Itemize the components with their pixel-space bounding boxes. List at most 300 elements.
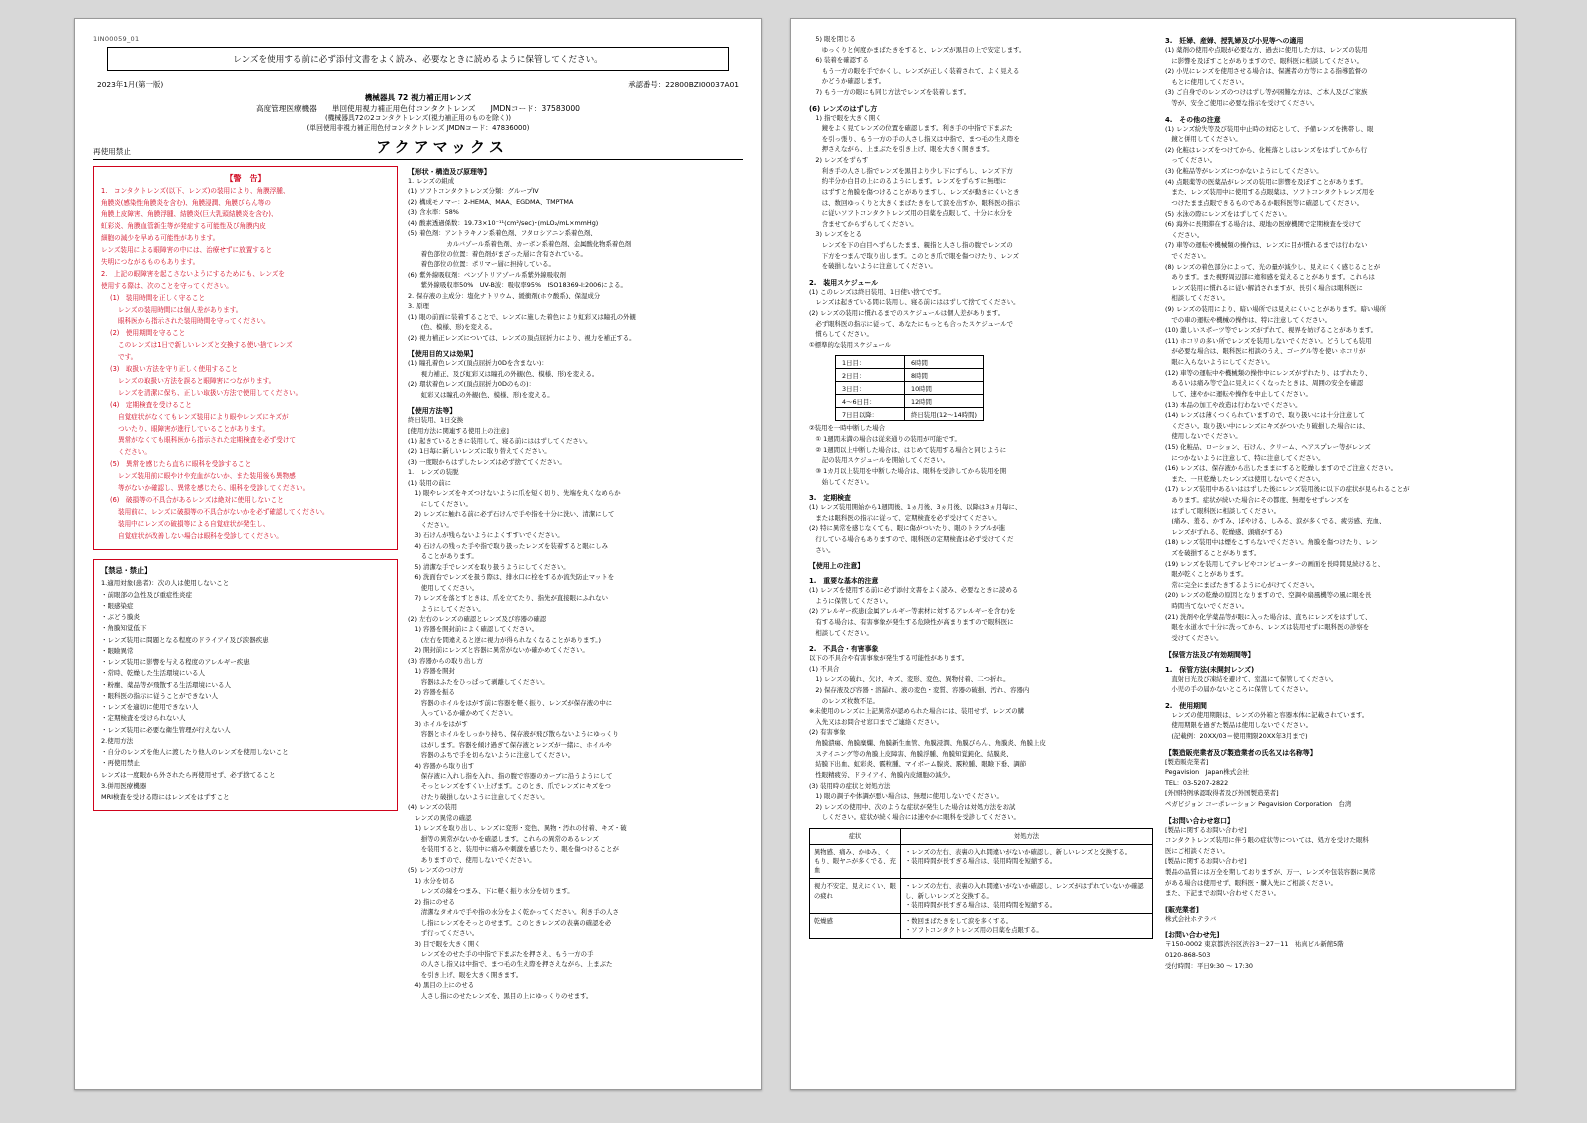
table-cell: 7日目以降： — [836, 408, 905, 421]
table-cell: 6時間 — [905, 356, 984, 369]
paragraph: 必ず眼科医の指示に従って、あなたにもっとも合ったスケジュールで — [809, 319, 1013, 328]
device-class-line1: 機械器具 72 視力補正用レンズ — [364, 93, 472, 102]
paragraph: (13) 本品の加工や改造は行わないでください。 — [1165, 400, 1302, 409]
paragraph: が必要な場合は、眼科医に相談のうえ、ゴーグル等を使い ホコリが — [1165, 347, 1366, 356]
table-cell: ・レンズの左右、表裏の入れ間違いがないか確認し、レンズがはずれていないか確認し、新しいレンズと交換する。 ・装用時間が長すぎる場合は、装用時間を短縮する。 — [901, 879, 1153, 913]
section — [809, 424, 1153, 487]
paragraph: (4) レンズの装用 — [408, 803, 458, 812]
paragraph: ・常時、乾燥した生活環境にいる人 — [101, 669, 205, 678]
section-heading: 3. 妊婦、産婦、授乳婦及び小児等への適用 — [1165, 37, 1304, 45]
paragraph: 2. 上記の眼障害を起こさないようにするためにも、レンズを — [101, 269, 285, 278]
paragraph: (3) 装用時の症状と対処方法 — [809, 781, 891, 790]
paragraph: 押さえながら、上まぶたを引き上げ、眼を大きく開きます。 — [809, 145, 994, 154]
table-cell: 異物感、痛み、かゆみ、くもり、眼ヤニが多くでる、充血 — [810, 845, 901, 879]
paragraph: ・前眼部の急性及び重症性炎症 — [101, 590, 192, 599]
section-heading: 2. 不具合・有害事象 — [809, 645, 879, 654]
paragraph: 紫外線吸収率50% UV-B波：吸収率95% ISO18369-I:2006による。 — [408, 281, 627, 290]
paragraph: ステイニング等の角膜上皮障害、角膜浮腫、角膜知覚鈍化、結膜炎、 — [809, 749, 1013, 758]
paragraph: 4) 黒目の上にのせる — [408, 981, 475, 990]
warning-heading: 【警 告】 — [225, 173, 266, 183]
section — [1165, 35, 1497, 109]
paragraph: 角膜上皮障害、角膜浮腫、結膜炎(巨大乳頭結膜炎を含む)、 — [101, 210, 278, 219]
paragraph: あります。症状が続いた場合にその都度、無理をせずレンズを — [1165, 495, 1350, 504]
paragraph: (5) 水泳の際にレンズをはずしてください。 — [1165, 209, 1291, 218]
paragraph: (6) 紫外線吸収剤：ベンゾトリアゾール系紫外線吸収剤 — [408, 270, 566, 279]
paragraph: (3) 化粧品等がレンズにつかないようにしてください。 — [1165, 167, 1323, 176]
paragraph: での車の運転や機械の操作は、特に注意してください。 — [1165, 315, 1332, 324]
paragraph: レンズをのせた手の中指で下まぶたを押さえ、もう一方の手 — [408, 949, 594, 958]
paragraph: ③ 1カ月以上装用を中断した場合は、眼科を受診してから装用を開 — [809, 466, 1007, 475]
section-heading: 2. 使用期間 — [1165, 701, 1207, 710]
paragraph: がある場合は使用せず、眼科医・購入先にご相談ください。 — [1165, 878, 1338, 887]
table-row — [810, 879, 1153, 913]
paragraph: また、一旦乾燥したレンズは使用しないでください。 — [1165, 474, 1325, 483]
paragraph: (1) このレンズは終日装用、1日使い捨てです。 — [809, 287, 945, 296]
paragraph: 5) 清潔な手でレンズを取り扱うようにしてください。 — [408, 562, 570, 571]
paragraph: 終日装用、1日交換 — [408, 416, 464, 425]
table-row — [836, 369, 984, 382]
paragraph: レンズ装用に慣れるに従い解消されますが、長引く場合は眼科医に — [1165, 283, 1363, 292]
table-header-cell: 症状 — [810, 828, 901, 844]
paragraph: 眼科医から指示された装用時間を守ってください。 — [118, 317, 270, 326]
paragraph: に従いソフトコンタクトレンズ用の目薬を点眼して、十分に水分を — [809, 209, 1013, 218]
table-row — [836, 356, 984, 369]
paragraph: (4) 酸素透過係数：19.73×10⁻¹¹(cm²/sec)･(mLO₂/mL×mmHg) — [408, 218, 599, 227]
paragraph: 7) もう一方の眼にも同じ方法でレンズを装着します。 — [809, 88, 971, 97]
paragraph: 有する場合は、有害事象が発生する危険性が高まりますので眼科医に — [809, 617, 1014, 626]
table-row — [836, 395, 984, 408]
paragraph: に影響を及ぼすことがありますので、眼科医に相談してください。 — [1165, 56, 1363, 65]
paragraph: 製品の品質には万全を期しておりますが、万一、レンズや包装容器に異常 — [1165, 868, 1376, 877]
paragraph: さい。 — [809, 545, 835, 554]
paragraph: (1) ソフトコンタクトレンズ分類：グループⅣ — [408, 187, 539, 196]
paragraph: かどうか確認します。 — [809, 77, 886, 86]
paragraph: (21) 洗剤や化学薬品等が眼に入った場合は、直ちにレンズをはずして、 — [1165, 612, 1372, 621]
paragraph: 1. コンタクトレンズ(以下、レンズ)の装用により、角膜浮腫、 — [101, 186, 290, 195]
section — [1165, 664, 1497, 695]
paragraph: レンズの異常の確認 — [408, 813, 472, 822]
issue-date: 2023年1月(第一版) — [97, 80, 164, 89]
leaflet-page-left — [74, 18, 762, 1090]
paragraph: 装用前に、レンズに破損等の不具合がないかを必ず確認してください。 — [118, 507, 329, 516]
paragraph: 1) 容器を開封 — [408, 667, 455, 676]
paragraph: 着色部位の位置：ポリマー層に担持している。 — [408, 260, 555, 269]
paragraph: 以下の不具合や有害事象が発生する可能性があります。 — [809, 654, 969, 663]
warning-box — [93, 166, 398, 551]
table-cell: 視力不安定、見えにくい、眼の疲れ — [810, 879, 901, 913]
paragraph: Pegavision Japan株式会社 — [1165, 768, 1249, 777]
paragraph: [製品に関するお問い合わせ] — [1165, 825, 1247, 834]
paragraph: (1) レンズ紛失等及び装用中止時の対応として、予備レンズを携帯し、眼 — [1165, 124, 1374, 133]
paragraph: 失明につながるものもあります。 — [101, 258, 200, 267]
section — [809, 103, 1153, 272]
table-cell: 10時間 — [905, 382, 984, 395]
paragraph: 角膜炎(感染性角膜炎を含む)、角膜浸潤、角膜びらん等の — [101, 198, 271, 207]
title-row — [93, 136, 743, 160]
paragraph: ① 1週間未満の場合は従来通りの装用が可能です。 — [809, 435, 961, 444]
paragraph: 2) 容器を振る — [408, 688, 455, 697]
paragraph: (19) レンズを装用してテレビやコンピューターの画面を長時間見続けると、 — [1165, 559, 1385, 568]
paragraph: ②装用を一時中断した場合 — [809, 424, 886, 433]
paragraph: は、数回ゆっくりと大きくまばたきをして涙を出すか、眼科医の指示 — [809, 198, 1020, 207]
paragraph: 角膜潰瘍、角膜糜爛、角膜新生血管、角膜浸潤、角膜びらん、角膜炎、角膜上皮 — [809, 739, 1046, 748]
paragraph: [使用方法に関連する使用上の注意] — [408, 426, 509, 435]
paragraph: です。 — [118, 353, 138, 362]
paragraph: 3.併用医療機器 — [101, 781, 147, 790]
paragraph: 記の装用スケジュールを開始してください。 — [809, 456, 950, 465]
paragraph: 含ませてからずらしてください。 — [809, 219, 918, 228]
right-page-column-a — [809, 35, 1153, 976]
paragraph: して、速やかに運転や操作を中止してください。 — [1165, 389, 1312, 398]
paragraph: 利き手の人さし指でレンズを黒目より少し下にずらし、レンズ下方 — [809, 166, 1013, 175]
paragraph: 2) レンズの使用中、次のような症状が発生した場合は対処方法をお試 — [809, 802, 1016, 811]
paragraph: 1) レンズを取り出し、レンズに変形・変色、異物・汚れの付着、キズ・破 — [408, 824, 627, 833]
paragraph: 性眼精疲労、ドライアイ、角膜内皮細胞の減少。 — [809, 770, 955, 779]
paragraph: を装用すると、装用中に痛みや刺激を感じたり、眼を傷つけることが — [408, 845, 619, 854]
paragraph: MRI検査を受ける際にはレンズをはずすこと — [101, 793, 230, 802]
section — [809, 643, 1153, 823]
section-heading: 1. 保管方法(未開封レンズ) — [1165, 665, 1255, 674]
section-heading: 【使用目的又は効果】 — [408, 350, 477, 359]
paragraph: し指にレンズをそっとのせます。このときレンズの表裏の確認を必 — [408, 918, 612, 927]
paragraph: [外国特例承認取得者及び外国製造業者] — [1165, 789, 1279, 798]
paragraph: ることがあります。 — [408, 552, 478, 561]
paragraph: 着色部位の位置：着色剤がまざった層に含有されている。 — [408, 249, 587, 258]
paragraph: (7) 車等の運転や機械類の操作は、レンズに目が慣れるまでは行わない — [1165, 241, 1368, 250]
paragraph: (2) 構成モノマー：2-HEMA、MAA、EGDMA、TMPTMA — [408, 197, 574, 206]
section-heading: 3. 定期検査 — [809, 494, 851, 503]
paragraph: (5) レンズのつけ方 — [408, 866, 464, 875]
paragraph: を破損しないように注意してください。 — [809, 262, 937, 271]
paragraph: (2) 視力補正レンズについては、レンズの頂点屈折力により、視力を補正する。 — [408, 333, 636, 342]
top-notice-box: レンズを使用する前に必ず添付文書をよく読み、必要なときに読めるように保管してください。 — [107, 47, 729, 71]
paragraph: (1) レンズを使用する前に必ず添付文書をよく読み、必要なときに読める — [809, 586, 1019, 595]
paragraph: しください。症状が続く場合には速やかに眼科を受診してください。 — [809, 813, 1020, 822]
table-cell: 3日目： — [836, 382, 905, 395]
paragraph: ② 1週間以上中断した場合は、はじめて装用する場合と同じように — [809, 445, 1007, 454]
paragraph: 2) レンズをずらす — [809, 156, 869, 165]
reuse-prohibited-label: 再使用禁止 — [93, 146, 131, 156]
paragraph: 入っているか確かめてください。 — [408, 709, 517, 718]
paragraph: ありますので、使用しないでください。 — [408, 855, 536, 864]
paragraph: [製造販売業者] — [1165, 757, 1209, 766]
table-row — [810, 913, 1153, 938]
paragraph: を引っ張り、もう一方の手の人さし指又は中指で、まつ毛の生え際を — [809, 134, 1020, 143]
paragraph: 自覚症状が改善しない場合は眼科を受診してください。 — [118, 531, 283, 540]
paragraph: にしてください。 — [408, 499, 472, 508]
paragraph: はずして眼科医に相談してください。 — [1165, 506, 1281, 515]
paragraph: (20) レンズの乾燥の原因となりますので、空調や扇風機等の風に眼を長 — [1165, 591, 1372, 600]
section — [809, 492, 1153, 555]
paragraph: 容器とホイルをしっかり持ち、保存液が飛び散らないようにゆっくり — [408, 730, 619, 739]
paragraph: 使用する際は、次のことを守ってください。 — [101, 281, 233, 290]
paragraph: (1) 薬剤の使用や点眼が必要な方、過去に使用した方は、レンズの装用 — [1165, 46, 1368, 54]
section-heading: 【形状・構造及び原理等】 — [408, 167, 491, 176]
paragraph: 4) 容器から取り出す — [408, 761, 475, 770]
section-heading: [販売業者] — [1165, 905, 1199, 914]
paragraph: につかないように注意して、特に注意してください。 — [1165, 453, 1325, 462]
section-heading: 【保管方法及び有効期間等】 — [1165, 650, 1255, 659]
table-cell: 12時間 — [905, 395, 984, 408]
paragraph: 2. 保存液の主成分：塩化ナトリウム、緩衝剤(ホウ酸系)、保湿成分 — [408, 291, 601, 300]
paragraph: (3) ご自身でのレンズのつけはずし等が困難な方は、ご本人及びご家族 — [1165, 88, 1368, 97]
paragraph: レンズは起きている間に装用し、寝る前にははずして捨ててください。 — [809, 298, 1020, 307]
paragraph: 使用期限を過ぎた製品は使用しないでください。 — [1165, 721, 1312, 730]
paragraph: 3) レンズをとる — [809, 230, 862, 239]
paragraph: 時間当てないでください。 — [1165, 602, 1249, 611]
paragraph: 受けてください。 — [1165, 633, 1223, 642]
paragraph: (1) 装用の前に — [408, 478, 452, 487]
section — [809, 35, 1153, 98]
table-cell: 乾燥感 — [810, 913, 901, 938]
section — [408, 166, 743, 344]
section — [1165, 929, 1497, 971]
paragraph: 3) ホイルをはがす — [408, 719, 468, 728]
paragraph: 鏡をよく見てレンズの位置を確認します。利き手の中指で下まぶた — [809, 124, 1013, 133]
paragraph: また、下記までお問い合わせください。 — [1165, 889, 1281, 898]
paragraph: 1.適用対象(患者)：次の人は使用しないこと — [101, 579, 230, 588]
table-row — [836, 382, 984, 395]
paragraph: 装用中にレンズの破損等による自覚症状が発生し、 — [118, 519, 270, 528]
paragraph: 入先又はお問合せ窓口までご連絡ください。 — [809, 717, 944, 726]
paragraph: (2) 化粧はレンズをつけてから、化粧落としはレンズをはずしてから行 — [1165, 145, 1368, 154]
paragraph: ず行ってください。 — [408, 929, 479, 938]
paragraph: 下方をつまんで取り出します。このとき爪で眼を傷つけたり、レンズ — [809, 251, 1020, 260]
table-cell: 終日装用(12～14時間) — [905, 408, 984, 421]
paragraph: (2) 有害事象 — [809, 728, 846, 737]
paragraph: [製品に関するお問い合わせ] — [1165, 857, 1247, 866]
paragraph: ください。 — [118, 448, 151, 457]
paragraph: ・レンズ装用に必要な衛生管理が行えない人 — [101, 725, 231, 734]
section — [809, 277, 1153, 351]
paragraph: のレンズ枚数不足。 — [809, 696, 879, 705]
paragraph: ・眼科医の指示に従うことができない人 — [101, 691, 218, 700]
paragraph: 眼が乾くことがあります。 — [1165, 570, 1248, 579]
paragraph: ・レンズ装用に問題となる程度のドライアイ及び涙器疾患 — [101, 635, 269, 644]
paragraph: (2) 小児にレンズを使用させる場合は、保護者の方等による指導監督の — [1165, 67, 1368, 76]
paragraph: ・粉塵、薬品等が飛散する生活環境にいる人 — [101, 680, 231, 689]
paragraph: けたり破損しないように注意してください。 — [408, 792, 549, 801]
paragraph: (10) 激しいスポーツ等でレンズがずれて、視界を妨げることがあります。 — [1165, 326, 1378, 335]
paragraph: 自覚症状がなくてもレンズ装用により眼やレンズにキズが — [118, 412, 289, 421]
paragraph: はずすと角膜を傷つけることがありますし、レンズが動きにくいとき — [809, 187, 1020, 196]
paragraph: もとに使用してください。 — [1165, 77, 1249, 86]
table-cell: ・レンズの左右、表裏の入れ間違いがないか確認し、新しいレンズと交換する。 ・装用時間が長すぎる場合は、装用時間を短縮する。 — [901, 845, 1153, 879]
paragraph: 3. 原理 — [408, 302, 429, 311]
paragraph: 1) 眼やレンズをキズつけないように爪を短く切り、先端を丸くなめらか — [408, 489, 621, 498]
paragraph: 受付時間：平日9:30 ～ 17:30 — [1165, 961, 1253, 970]
paragraph: (17) レンズ装用中あるいははずした後にレンズ装用後に以下の症状が見られることが — [1165, 485, 1410, 494]
paragraph: 容器のふちで手を切らないように注意してください。 — [408, 751, 575, 760]
paragraph: 1) レンズの破れ、欠け、キズ、変形、変色、異物付着、二つ折れ。 — [809, 675, 1010, 684]
leaflet-page-right — [790, 18, 1516, 1090]
paragraph: ①標準的な装用スケジュール — [809, 340, 892, 349]
section — [1165, 747, 1497, 810]
paragraph: ・再使用禁止 — [101, 759, 140, 768]
paragraph: でください。 — [1165, 251, 1210, 260]
paragraph: (2) 1日毎に新しいレンズに取り替えてください。 — [408, 447, 551, 456]
paragraph: 0120-868-503 — [1165, 951, 1211, 960]
paragraph: ように保管してください。 — [809, 596, 893, 605]
paragraph: ・レンズ装用に影響を与える程度のアレルギー疾患 — [101, 658, 250, 667]
contraindication-heading: 【禁忌・禁止】 — [101, 566, 152, 576]
paragraph: (1) 眼の前面に装着することで、レンズに施した着色により虹彩又は瞳孔の外観 — [408, 312, 636, 321]
paragraph: (2) レンズの装用に慣れるまでのスケジュールは個人差があります。 — [809, 309, 1005, 318]
paragraph: (2) 環状着色レンズ(頂点屈折力0Dのもの)： — [408, 380, 535, 389]
paragraph: レンズは一度眼から外されたら再使用せず、必ず捨てること — [101, 770, 276, 779]
paragraph: レンズを下の白目へずらしたまま、親指と人さし指の腹でレンズの — [809, 240, 1013, 249]
paragraph: ・自分のレンズを他人に渡したり他人のレンズを使用しないこと — [101, 748, 289, 757]
paragraph: (3) 容器からの取り出し方 — [408, 656, 483, 665]
paragraph: ・レンズを適切に使用できない人 — [101, 703, 199, 712]
paragraph: ・ぶどう膜炎 — [101, 613, 140, 622]
section — [408, 348, 743, 400]
paragraph: 6) 洗面台でレンズを扱う際は、排水口に栓をするか流失防止マットを — [408, 573, 615, 582]
paragraph: 株式会社ホテラバ — [1165, 914, 1217, 923]
paragraph: 人さし指にのせたレンズを、黒目の上にゆっくりのせます。 — [408, 991, 593, 1000]
paragraph: 1) 水分を切る — [408, 876, 455, 885]
paragraph: 鏡と併用してください。 — [1165, 135, 1242, 144]
table-cell: 4～6日目： — [836, 395, 905, 408]
section-heading: [お問い合わせ先] — [1165, 931, 1220, 940]
paragraph: 1) 眼の調子や体調が悪い場合は、無理に使用しないでください。 — [809, 792, 1003, 801]
paragraph: 異常がなくても眼科医から指示された定期検査を必ず受けて — [118, 436, 297, 445]
paragraph: (16) レンズは、保存液から出したままにすると乾燥しますのでご注意ください。 — [1165, 464, 1398, 473]
paragraph: ・眼感染症 — [101, 601, 134, 610]
paragraph: (記載例：20XX/03＝使用期限20XX年3月まで) — [1165, 731, 1308, 740]
paragraph: 2) 保存液及び容器・溶漏れ、液の変色・変質、容器の破損、汚れ、容器内 — [809, 686, 1030, 695]
device-class-line3: (機械器具72の2コンタクトレンズ(視力補正用のものを除く)) — [324, 114, 512, 122]
paragraph: 細胞の減少を早める可能性があります。 — [101, 234, 220, 243]
paragraph: (2) 左右のレンズの確認とレンズ及び容器の確認 — [408, 614, 547, 623]
paragraph: (14) レンズは薄くつくられていますので、取り扱いには十分注意して — [1165, 411, 1365, 420]
section — [809, 575, 1153, 638]
section-heading: 4. その他の注意 — [1165, 115, 1221, 124]
table-cell: 2日目： — [836, 369, 905, 382]
product-brand-name: アクアマックス — [376, 137, 508, 156]
paragraph: ・定期検査を受けられない人 — [101, 714, 186, 723]
paragraph: (1) レンズ装用開始から1週間後、1ヵ月後、3ヵ月後、以降は3ヵ月毎に、 — [809, 503, 1022, 512]
table-cell: ・数回まばたきをして涙を多くする。 ・ソフトコンタクトレンズ用の目薬を点眼する。 — [901, 913, 1153, 938]
paragraph: 直射日光及び凍結を避けて、室温にて保管してください。 — [1165, 674, 1338, 683]
paragraph: 容器はふたをひっぱって剥離してください。 — [408, 677, 549, 686]
paragraph: 使用してください。 — [408, 583, 479, 592]
paragraph: 約半分か白目の上にのるようにします。レンズをずらすに無理に — [809, 177, 1007, 186]
paragraph: 〒150-0002 東京都渋谷区渋谷3－27－11 祐真ビル新館5階 — [1165, 940, 1344, 949]
paragraph: の人さし指又は中指で、まつ毛の生え際を押さえながら、上まぶた — [408, 960, 613, 969]
paragraph: ・角膜知覚低下 — [101, 624, 147, 633]
paragraph: 1. レンズの装脱 — [408, 468, 459, 477]
paragraph: 4) 石けんの残った手や指で取り扱ったレンズを装着すると眼にしみ — [408, 541, 608, 550]
paragraph: ください。取り扱い中にレンズにキズがついたり破損した場合には、 — [1165, 421, 1370, 430]
section — [1165, 815, 1497, 899]
paragraph: 容器のホイルをはがす前に容器を軽く振り、レンズが保存液の中に — [408, 698, 613, 707]
section-heading: (6) レンズのはずし方 — [809, 104, 878, 113]
approval-number: 承認番号：22800BZI00037A01 — [628, 80, 739, 89]
paragraph: (5) 異常を感じたら直ちに眼科を受診すること — [110, 460, 252, 469]
paragraph: 眼を水道水で十分に洗ってから、レンズは装用せずに眼科医の診察を — [1165, 623, 1370, 632]
paragraph: ください。 — [1165, 230, 1204, 239]
paragraph: 2) レンズに触れる前に必ず石けんで手や指を十分に洗い、清潔にして — [408, 510, 615, 519]
paragraph: (2) アレルギー疾患(金属アレルギー等素材に対するアレルギーを含む)を — [809, 607, 1016, 616]
contraindication-box — [93, 559, 398, 811]
paragraph: カルバゾール系着色剤、カーボン系着色剤、金属酸化物系着色剤 — [408, 239, 632, 248]
paragraph: 慣らしてください。 — [809, 330, 873, 339]
wearing-schedule-table — [835, 355, 984, 421]
section-heading: 1. 重要な基本的注意 — [809, 577, 879, 586]
paragraph: (6) 海外に長期滞在する場合は、現地の医療機関で定期検査を受けて — [1165, 220, 1362, 229]
table-header-row — [810, 828, 1153, 844]
paragraph: ペガビジョン コーポレーション Pegavision Corporation 台湾 — [1165, 800, 1352, 808]
paragraph: つけたまま点眼できるものであるか眼科医等に確認してください。 — [1165, 198, 1364, 207]
paragraph: 行している場合もありますので、眼科医の定期検査は必ず受けてくだ — [809, 534, 1014, 543]
table-row — [836, 408, 984, 421]
paragraph: (2) 使用期間を守ること — [110, 329, 186, 338]
paragraph: (4) 定期検査を受けること — [110, 400, 192, 409]
paragraph: ようにしてください。 — [408, 604, 485, 613]
paragraph: (5) 着色剤：アントラキノン系着色剤、フタロシアニン系着色剤、 — [408, 229, 597, 238]
paragraph: 5) 眼を閉じる — [809, 35, 856, 43]
paragraph: はがします。容器を傾け過ぎて保存液とレンズが一緒に、ホイルや — [408, 740, 612, 749]
paragraph: 常に完全にまばたきするように心がけてください。 — [1165, 580, 1319, 589]
paragraph: あるいは痛み等で急に見えにくくなったときは、周囲の安全を確認 — [1165, 379, 1364, 388]
paragraph: レンズ装用前に眼やけや充血がないか、また装用後も異物感 — [118, 472, 296, 481]
paragraph: 1) 容器を開封前によく確認してください。 — [408, 625, 539, 634]
paragraph: 6) 装着を確認する — [809, 56, 869, 65]
section — [1165, 700, 1497, 742]
section-heading: 2. 装用スケジュール — [809, 278, 879, 287]
paragraph: 虹彩炎、角膜血管新生等が発症する可能性及び角膜内皮 — [101, 222, 266, 231]
paragraph: レンズがずれる、乾燥感、頭痛がする) — [1165, 527, 1283, 536]
paragraph: レンズの使用期限は、レンズの外箱と容器本体に記載されています。 — [1165, 710, 1369, 719]
paragraph: コンタクトレンズ装用に伴う眼の症状等については、処方を受けた眼科 — [1165, 836, 1369, 845]
paragraph: 2) 指にのせる — [408, 897, 455, 906]
paragraph: 清潔なタオルで手や指の水分をよく乾かってください。利き手の人さ — [408, 908, 619, 917]
paragraph: レンズの装用時間には個人差があります。 — [118, 305, 243, 314]
section-heading: 【製造販売業者及び製造業者の氏名又は名称等】 — [1165, 748, 1317, 757]
paragraph: ってください。 — [1165, 156, 1217, 165]
paragraph: ※未使用のレンズに上記異常が認められた場合には、装用せず、レンズの購 — [809, 707, 1025, 716]
table-cell: 8時間 — [905, 369, 984, 382]
paragraph: (痛み、羞る、かすみ、ぼやける、しみる、涙が多くでる、疲労感、充血、 — [1165, 517, 1386, 526]
paragraph: 結膜下出血、虹彩炎、霰粒腫、マイボーム腺炎、霰粒腫、眼瞼下垂、調節 — [809, 760, 1027, 769]
paragraph: また、レンズ装用中に使用する点眼薬は、ソフトコンタクトレンズ用を — [1165, 188, 1375, 197]
section-heading: 【使用方法等】 — [408, 407, 457, 416]
paragraph: (3) 一度眼からはずしたレンズは必ず捨ててください。 — [408, 457, 566, 466]
paragraph: 7) レンズを落とすときは、爪を立てたり、指先が直接眼にふれない — [408, 594, 608, 603]
paragraph: このレンズは1日で新しいレンズと交換する使い捨てレンズ — [118, 341, 293, 350]
paragraph: あります。また視野周辺部に違和感を覚えることがあります。これらは — [1165, 273, 1375, 282]
device-class-line2: 高度管理医療機器 単回使用視力補正用色付コンタクトレンズ JMDNコード：37583000 — [255, 104, 581, 113]
paragraph: TEL：03-5207-2822 — [1165, 778, 1229, 787]
paragraph: 2.使用方法 — [101, 736, 134, 745]
paragraph: 小児の手の届かないところに保管してください。 — [1165, 685, 1312, 694]
paragraph: ズを破損することがあります。 — [1165, 549, 1261, 558]
table-cell: 1日目： — [836, 356, 905, 369]
table-row — [810, 845, 1153, 879]
paragraph: 等がないか確認し、異常を感じたら、眼科を受診してください。 — [118, 483, 310, 492]
paragraph: 1. レンズの組成 — [408, 176, 455, 185]
paragraph: (1) 装用時間を正しく守ること — [110, 293, 206, 302]
section — [809, 560, 1153, 570]
paragraph: (15) 化粧品、ローション、石けん、クリーム、ヘアスプレー等がレンズ — [1165, 442, 1371, 451]
paragraph: 使用しないでください。 — [1165, 432, 1242, 441]
paragraph: を引き上げ、眼を大きく開きます。 — [408, 970, 523, 979]
paragraph: 医にご相談ください。 — [1165, 846, 1229, 855]
paragraph: もう一方の眼を手でかくし、レンズが正しく装着されて、よく見える — [809, 66, 1020, 75]
section-heading: 【お問い合わせ窓口】 — [1165, 816, 1234, 825]
paragraph: 虹彩又は瞳孔の外観(色、模様、形)を変える。 — [408, 390, 554, 399]
